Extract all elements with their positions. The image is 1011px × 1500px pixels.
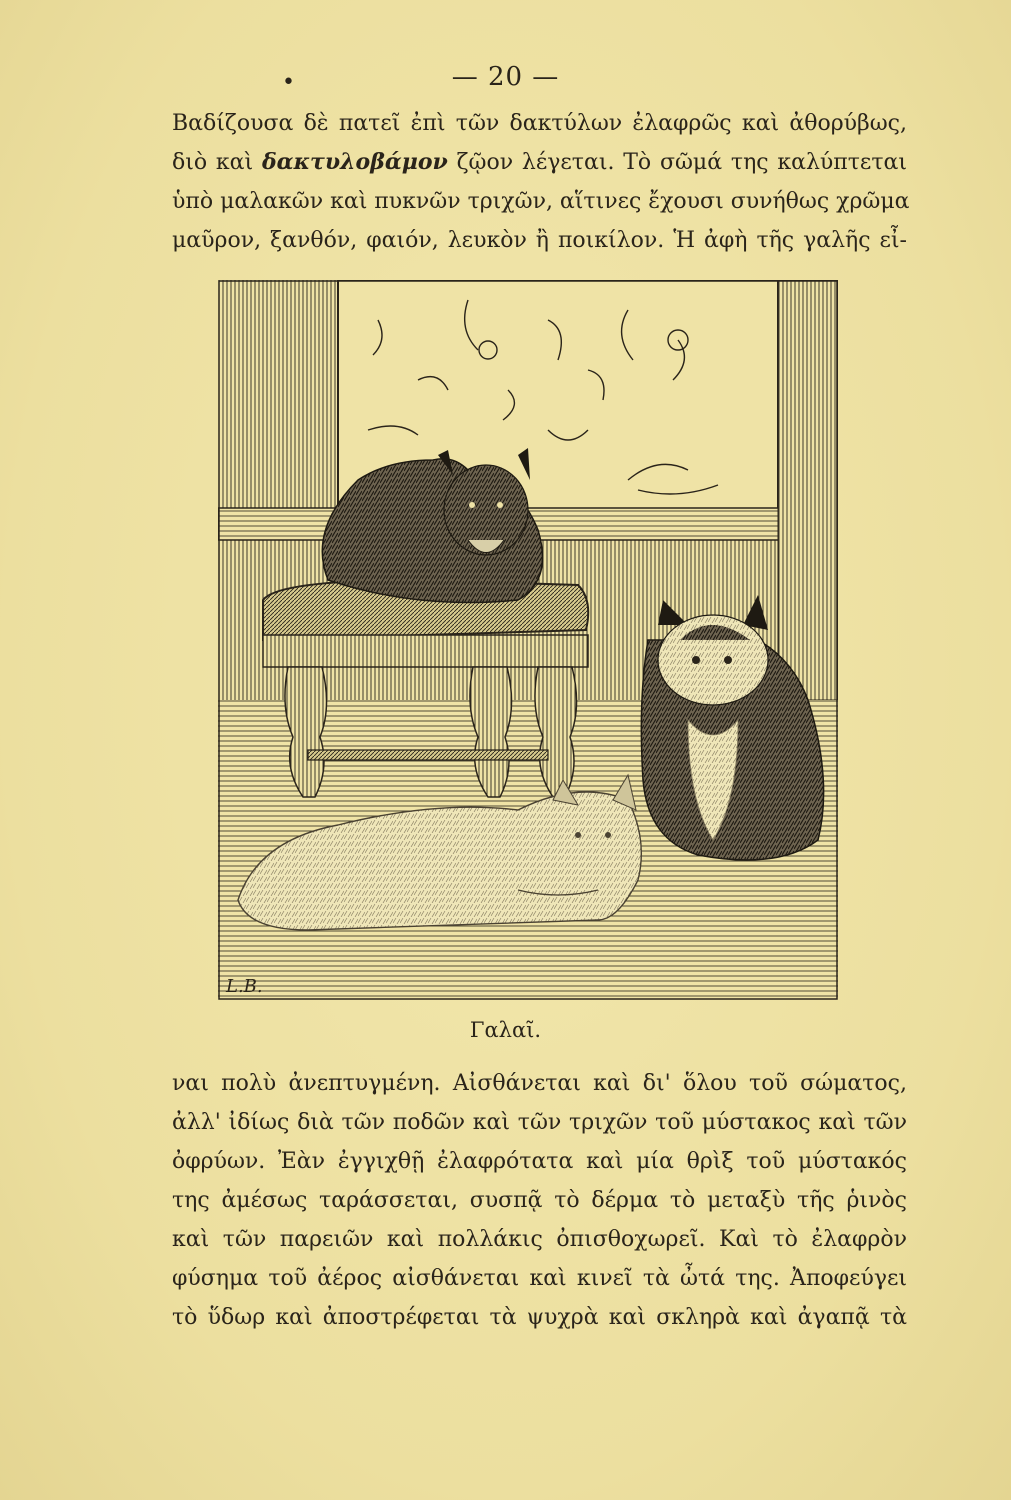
text-line: ναι πολὺ ἀνεπτυγμένη. Αἰσθάνεται καὶ δι' ὅλου τοῦ σώματος, (172, 1071, 907, 1096)
top-paragraph (172, 104, 910, 260)
text-line: ἀλλ' ἰδίως διὰ τῶν ποδῶν καὶ τῶν τριχῶν τοῦ μύστακος καὶ τῶν (172, 1110, 907, 1135)
text-line: φύσημα τοῦ ἀέρος αἰσθάνεται καὶ κινεῖ τὰ ὦτά της. Ἀποφεύγει (172, 1266, 907, 1291)
text-line: μαῦρον, ξανθόν, φαιόν, λευκὸν ἢ ποικίλον. Ἡ ἀφὴ τῆς γαλῆς εἶ- (172, 228, 907, 253)
text-line: καὶ τῶν παρειῶν καὶ πολλάκις ὀπισθοχωρεῖ. Καὶ τὸ ἐλαφρὸν (172, 1227, 907, 1252)
text-line: Βαδίζουσα δὲ πατεῖ ἐπὶ τῶν δακτύλων ἐλαφρῶς καὶ ἀθορύβως, (172, 111, 907, 136)
text-line: ὀφρύων. Ἐὰν ἐγγιχθῇ ἐλαφρότατα καὶ μία θρὶξ τοῦ μύστακός (172, 1149, 907, 1174)
curtain (778, 280, 838, 700)
text-line: ὑπὸ μαλακῶν καὶ πυκνῶν τριχῶν, αἵτινες ἔχουσι συνήθως χρῶμα (172, 189, 910, 214)
text-fragment: διὸ καὶ (172, 150, 262, 175)
bottom-paragraph (172, 1064, 907, 1337)
text-line (172, 143, 907, 182)
page-marker-dot: • (282, 70, 295, 95)
text-line: της ἀμέσως ταράσσεται, συσπᾷ τὸ δέρμα τὸ μεταξὺ τῆς ῥινὸς (172, 1188, 907, 1213)
text-fragment: ζῷον λέγεται. Τὸ σῶμά της καλύπτεται (447, 150, 907, 175)
engraver-signature: L.B. (226, 976, 263, 997)
page-number: — 20 — (451, 62, 560, 92)
illustration-caption: Γαλαῖ. (469, 1018, 542, 1042)
text-line: τὸ ὕδωρ καὶ ἀποστρέφεται τὰ ψυχρὰ καὶ σκληρὰ καὶ ἀγαπᾷ τὰ (172, 1305, 907, 1330)
emphasized-term: δακτυλοβάμον (261, 149, 448, 175)
cats-engraving (218, 280, 838, 1000)
